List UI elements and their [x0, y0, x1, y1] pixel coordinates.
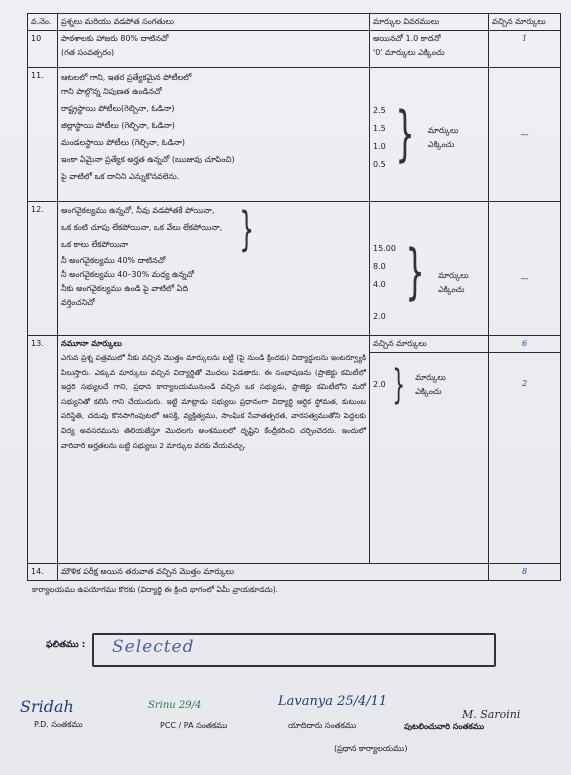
criteria-paragraph: ఎగువ ప్రశ్న పత్రములో నీకు వచ్చిన మొత్తం మార్కులను బట్టి (పై నుండి క్రిందకు) విద్యార్థులను ఇంటర్వ్యూకి పిలుస్తారు. ఎక్కువ మార్కులు వచ్చిన విద్యార్థితో మొదలు పెడతారు. ఈ సంభాషణను (ప్రాజెక్టు కమిటీలో ఇద్దరి సభ్యులచే గాని, ప్రధాన కార్యాలయమునుండి వచ్చిన ఒక సభ్యుడు, ప్రాజెక్టు కమిటీలోని మరో సభ్యునితో కలిసి గాని చేయుదురు. ఇట్టి మాట్లాడు సభ్యులు ప్రధానంగా విద్యార్థి ఆర్థిక స్థోమత, కుటుంబ పరిస్థితి, చదువు కొనసాగింపుటలో ఆసక్తి, వ్యక్తిత్వము, సాంఘిక సేవాతత్పరత, వారసత్వముతోని పెద్దలకు విద్య అవసరమును తెలియజేస్తూ మొదలగు అంశములలో దృష్టిని కేంద్రీకరించి చర్చించెదరు. ఇందులో వారివారి అర్హతలను బట్టి సభ్యులు 2 మార్కుల వరకు వేయవచ్చు.: [61, 353, 366, 450]
handwritten-mark: —: [520, 130, 529, 139]
brace-icon: }: [405, 237, 425, 307]
criteria-line: ఒక కాలు లేకపోయినా: [61, 240, 129, 249]
marks-rule: '0' మార్కులు ఎక్కించు: [373, 48, 445, 57]
brace-icon: }: [392, 362, 405, 408]
table-row: [28, 202, 561, 336]
marks-label: మార్కులు: [438, 271, 469, 280]
criteria-line: జిల్లాస్థాయి పోటీలు (గెల్చినా, ఓడినా): [61, 121, 175, 130]
criteria-line: (గత సంవత్సరం): [61, 48, 115, 57]
marks-detail-cell: [370, 336, 489, 564]
brace-icon: }: [395, 99, 415, 169]
marks-label: మార్కులు: [427, 126, 459, 135]
row-number: 13.: [28, 336, 58, 564]
marks-subheader: వచ్చిన మార్కులు: [370, 336, 488, 353]
mark-value: 4.0: [373, 280, 386, 289]
pcc-signature: Srinu 29/4: [148, 700, 202, 711]
handwritten-mark: 6: [489, 336, 560, 353]
row-number: 12.: [28, 202, 58, 336]
table-row: [28, 564, 561, 581]
criteria-line: నీ అంగవైకల్యము 40–30% మధ్య ఉన్నచో: [61, 270, 195, 279]
marks-got-cell: [489, 31, 561, 68]
row-number: 10: [28, 31, 58, 68]
criteria-line: పాఠశాలకు హాజరు 80% దాటినచో: [61, 34, 169, 43]
criteria-line: ఇంకా ఏమైనా ప్రత్యేక అర్హత ఉన్నచో (ఋజువు చూపించి): [61, 155, 235, 164]
header-marks-got: వచ్చిన మార్కులు: [489, 14, 561, 31]
marks-got-cell: [489, 68, 561, 202]
mark-value: 1.5: [373, 124, 386, 133]
marks-label: ఎక్కించు: [415, 387, 442, 396]
criteria-line: అంగవైకల్యము ఉన్నచో, నీవు వడపోతకే పోయినా,: [61, 206, 215, 215]
criteria-cell: [58, 336, 370, 564]
marks-label: ఎక్కించు: [438, 285, 465, 294]
table-row: [28, 68, 561, 202]
criteria-line: నీకు అంగవైకల్యము ఉండి పై వాటిలో ఏది: [61, 284, 189, 293]
criteria-cell: [58, 31, 370, 68]
table-row: [28, 31, 561, 68]
marks-label: ఎక్కించు: [427, 140, 455, 149]
mark-value: 0.5: [373, 160, 386, 169]
office-use-note: కార్యాలయము ఉపయోగము కొరకు (విద్యార్థి ఈ క్రింది భాగంలో ఏమీ వ్రాయకూడదు).: [32, 585, 279, 594]
criteria-title: నమూనా మార్కులు: [61, 339, 122, 348]
mark-value: 15.00: [373, 244, 396, 253]
result-label: ఫలితము :: [46, 640, 86, 650]
table-header: [28, 14, 561, 31]
mark-value: 2.0: [373, 312, 386, 321]
right-signature: M. Saroini: [462, 708, 521, 721]
marks-got-cell: [489, 202, 561, 336]
handwritten-mark: —: [520, 274, 529, 283]
header-marks-detail: మార్కుల వివరములు: [370, 14, 489, 31]
marks-got-cell: [489, 564, 561, 581]
marks-table: [27, 13, 561, 581]
criteria-cell: [58, 202, 370, 336]
handwritten-mark: 8: [521, 567, 528, 576]
criteria-line: వర్తించనిచో: [61, 298, 95, 307]
marks-got-cell: [489, 336, 561, 564]
criteria-line: గాని పాల్గొన్న నిపుణత ఉండినచో: [61, 87, 162, 96]
table-row: [28, 336, 561, 564]
marks-detail-cell: [370, 202, 489, 336]
mid-signature-label: యాదిదారు సంతకము: [288, 721, 357, 730]
criteria-line: నీ అంగవైకల్యము 40% దాటినచో: [61, 256, 166, 265]
criteria-line: ఆటలలో గాని, ఇతర ప్రత్యేకమైన పోటీలలో: [61, 73, 192, 82]
mark-value: 1.0: [373, 142, 386, 151]
criteria-line: రాష్ట్రస్థాయి పోటీలు(గెల్చినా, ఓడినా): [61, 104, 175, 113]
pd-signature: Sridah: [20, 697, 74, 716]
result-box: [92, 633, 496, 667]
criteria-line: పై వాటిలో ఒక దానిని ఎన్నుకొనవలెను.: [61, 172, 180, 181]
header-criteria: ప్రశ్నలు మరియు వడపోత సంగతులు: [58, 14, 370, 31]
brace-icon: }: [239, 202, 255, 256]
pd-signature-label: P.D. సంతకము: [34, 720, 83, 729]
row-number: 14.: [28, 564, 58, 581]
result-value: Selected: [112, 637, 195, 657]
criteria-cell: [58, 68, 370, 202]
right-signature-label: పుటలించువారి సంతకము: [404, 722, 485, 731]
handwritten-mark: 2: [521, 379, 528, 388]
pcc-signature-label: PCC / PA సంతకము: [160, 721, 228, 730]
marks-rule: అయినచో 1.0 కాదనో: [373, 34, 441, 43]
mid-signature: Lavanya 25/4/11: [278, 694, 388, 709]
head-office-label: (ప్రధాన కార్యాలయము): [334, 744, 408, 753]
criteria-line: ఒక కంటి చూపు లేకపోయినా, ఒక వేలు లేకపోయినా,: [61, 223, 223, 232]
mark-value: 2.0: [373, 380, 386, 389]
mark-value: 8.0: [373, 262, 386, 271]
marks-detail-cell: [370, 68, 489, 202]
criteria-cell: మౌళిక పరీక్ష అయిన తరువాత వచ్చిన మొత్తం మార్కులు: [58, 564, 489, 581]
criteria-line: మండలస్థాయి పోటీలు (గెల్చినా, ఓడినా): [61, 138, 185, 147]
row-number: 11.: [28, 68, 58, 202]
marks-detail-cell: [370, 31, 489, 68]
handwritten-mark: 1: [521, 34, 528, 43]
header-sno: వ.నెం.: [28, 14, 58, 31]
mark-value: 2.5: [373, 106, 386, 115]
marks-label: మార్కులు: [415, 373, 446, 382]
